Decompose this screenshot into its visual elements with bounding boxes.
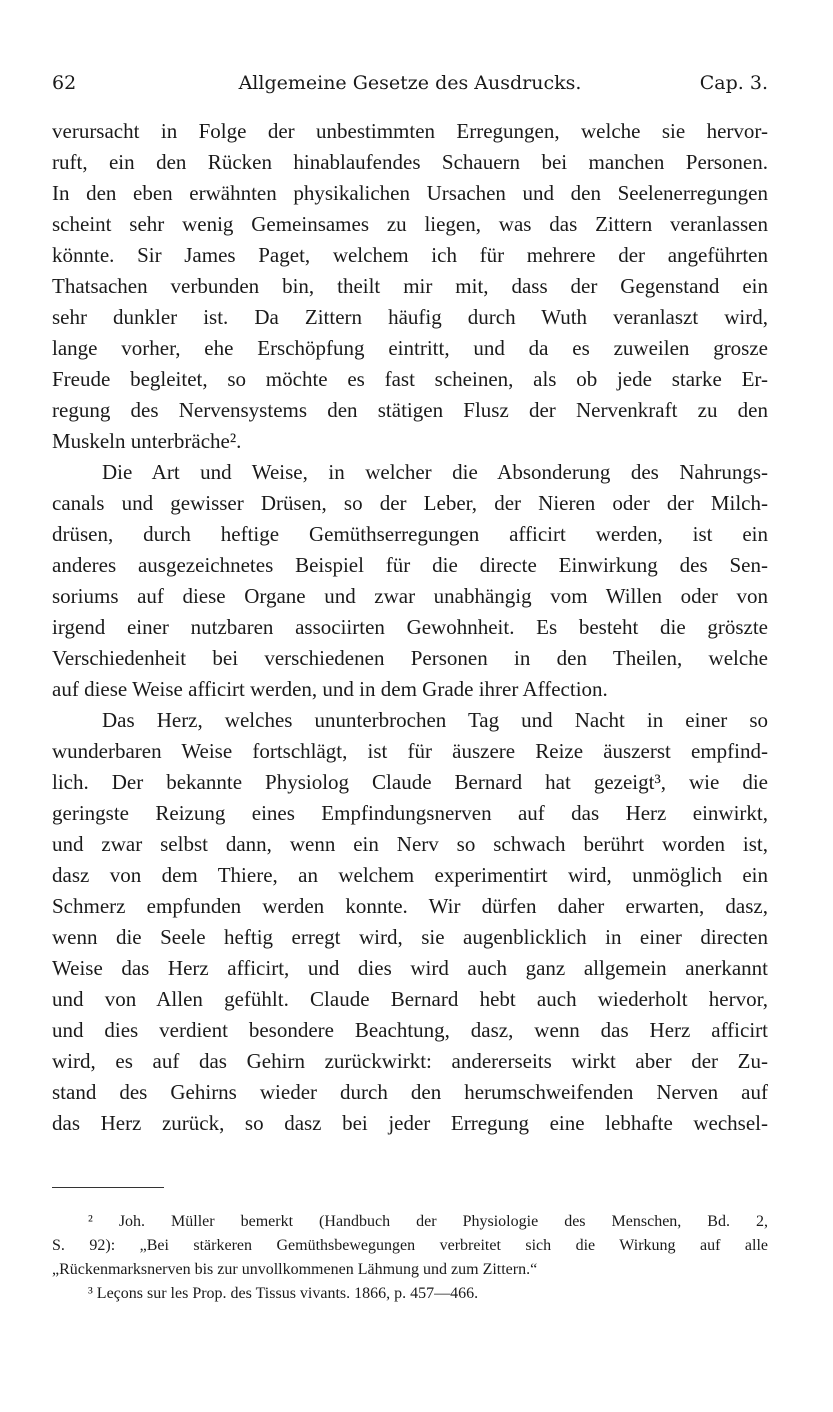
text-line: und von Allen gefühlt. Claude Bernard hebt auch wiederholt hervor,	[52, 987, 768, 1011]
text-line: und zwar selbst dann, wenn ein Nerv so schwach berührt worden ist,	[52, 832, 768, 856]
text-line: Weise das Herz afficirt, und dies wird auch ganz allgemein anerkannt	[52, 956, 768, 980]
text-line: soriums auf diese Organe und zwar unabhängig vom Willen oder von	[52, 584, 768, 608]
footnote-line: ³ Leçons sur les Prop. des Tissus vivants. 1866, p. 457—466.	[88, 1285, 479, 1302]
text-line: irgend einer nutzbaren associirten Gewohnheit. Es besteht die gröszte	[52, 615, 768, 639]
text-line: sehr dunkler ist. Da Zittern häufig durch Wuth veranlaszt wird,	[52, 305, 768, 329]
text-line: wunderbaren Weise fortschlägt, ist für äuszere Reize äuszerst empfind-	[52, 739, 768, 763]
text-line: geringste Reizung eines Empfindungsnerven auf das Herz einwirkt,	[52, 801, 768, 825]
text-line: und dies verdient besondere Beachtung, dasz, wenn das Herz afficirt	[52, 1018, 768, 1042]
text-line: regung des Nervensystems den stätigen Flusz der Nervenkraft zu den	[52, 398, 768, 422]
body-text	[52, 116, 768, 1139]
text-line: auf diese Weise afficirt werden, und in dem Grade ihrer Affection.	[52, 677, 608, 701]
text-line: wird, es auf das Gehirn zurückwirkt: andererseits wirkt aber der Zu-	[52, 1049, 768, 1073]
text-line: lange vorher, ehe Erschöpfung eintritt, und da es zuweilen grosze	[52, 336, 768, 360]
text-line: In den eben erwähnten physikalichen Ursachen und den Seelenerregungen	[52, 181, 768, 205]
text-line: Verschiedenheit bei verschiedenen Personen in den Theilen, welche	[52, 646, 768, 670]
text-line: canals und gewisser Drüsen, so der Leber, der Nieren oder der Milch-	[52, 491, 768, 515]
text-line: könnte. Sir James Paget, welchem ich für mehrere der angeführten	[52, 243, 768, 267]
text-line: Die Art und Weise, in welcher die Absonderung des Nahrungs-	[102, 460, 768, 484]
text-line: Muskeln unterbräche².	[52, 429, 242, 453]
footnotes	[52, 1210, 768, 1306]
running-head	[52, 72, 768, 100]
footnote-line: S. 92): „Bei stärkeren Gemüthsbewegungen verbreitet sich die Wirkung auf alle	[52, 1237, 768, 1254]
text-line: wenn die Seele heftig erregt wird, sie augenblicklich in einer directen	[52, 925, 768, 949]
text-line: Freude begleitet, so möchte es fast scheinen, als ob jede starke Er-	[52, 367, 768, 391]
text-line: stand des Gehirns wieder durch den herumschweifenden Nerven auf	[52, 1080, 768, 1104]
footnote-line: ² Joh. Müller bemerkt (Handbuch der Physiologie des Menschen, Bd. 2,	[88, 1213, 768, 1230]
text-line: ruft, ein den Rücken hinablaufendes Schauern bei manchen Personen.	[52, 150, 768, 174]
text-line: dasz von dem Thiere, an welchem experimentirt wird, unmöglich ein	[52, 863, 768, 887]
text-line: Das Herz, welches ununterbrochen Tag und Nacht in einer so	[102, 708, 768, 732]
text-line: lich. Der bekannte Physiolog Claude Bernard hat gezeigt³, wie die	[52, 770, 768, 794]
text-line: scheint sehr wenig Gemeinsames zu liegen, was das Zittern veranlassen	[52, 212, 768, 236]
page-number: 62	[52, 72, 77, 94]
footnote-divider	[52, 1187, 164, 1188]
running-title: Allgemeine Gesetze des Ausdrucks.	[238, 72, 582, 94]
text-line: drüsen, durch heftige Gemüthserregungen afficirt werden, ist ein	[52, 522, 768, 546]
chapter-label: Cap. 3.	[699, 72, 768, 94]
text-line: das Herz zurück, so dasz bei jeder Erregung eine lebhafte wechsel-	[52, 1111, 768, 1135]
text-line: anderes ausgezeichnetes Beispiel für die directe Einwirkung des Sen-	[52, 553, 768, 577]
text-line: Schmerz empfunden werden konnte. Wir dürfen daher erwarten, dasz,	[52, 894, 768, 918]
text-line: verursacht in Folge der unbestimmten Erregungen, welche sie hervor-	[52, 119, 768, 143]
footnote-line: „Rückenmarksnerven bis zur unvollkommenen Lähmung und zum Zittern.“	[52, 1261, 538, 1278]
text-line: Thatsachen verbunden bin, theilt mir mit, dass der Gegenstand ein	[52, 274, 768, 298]
